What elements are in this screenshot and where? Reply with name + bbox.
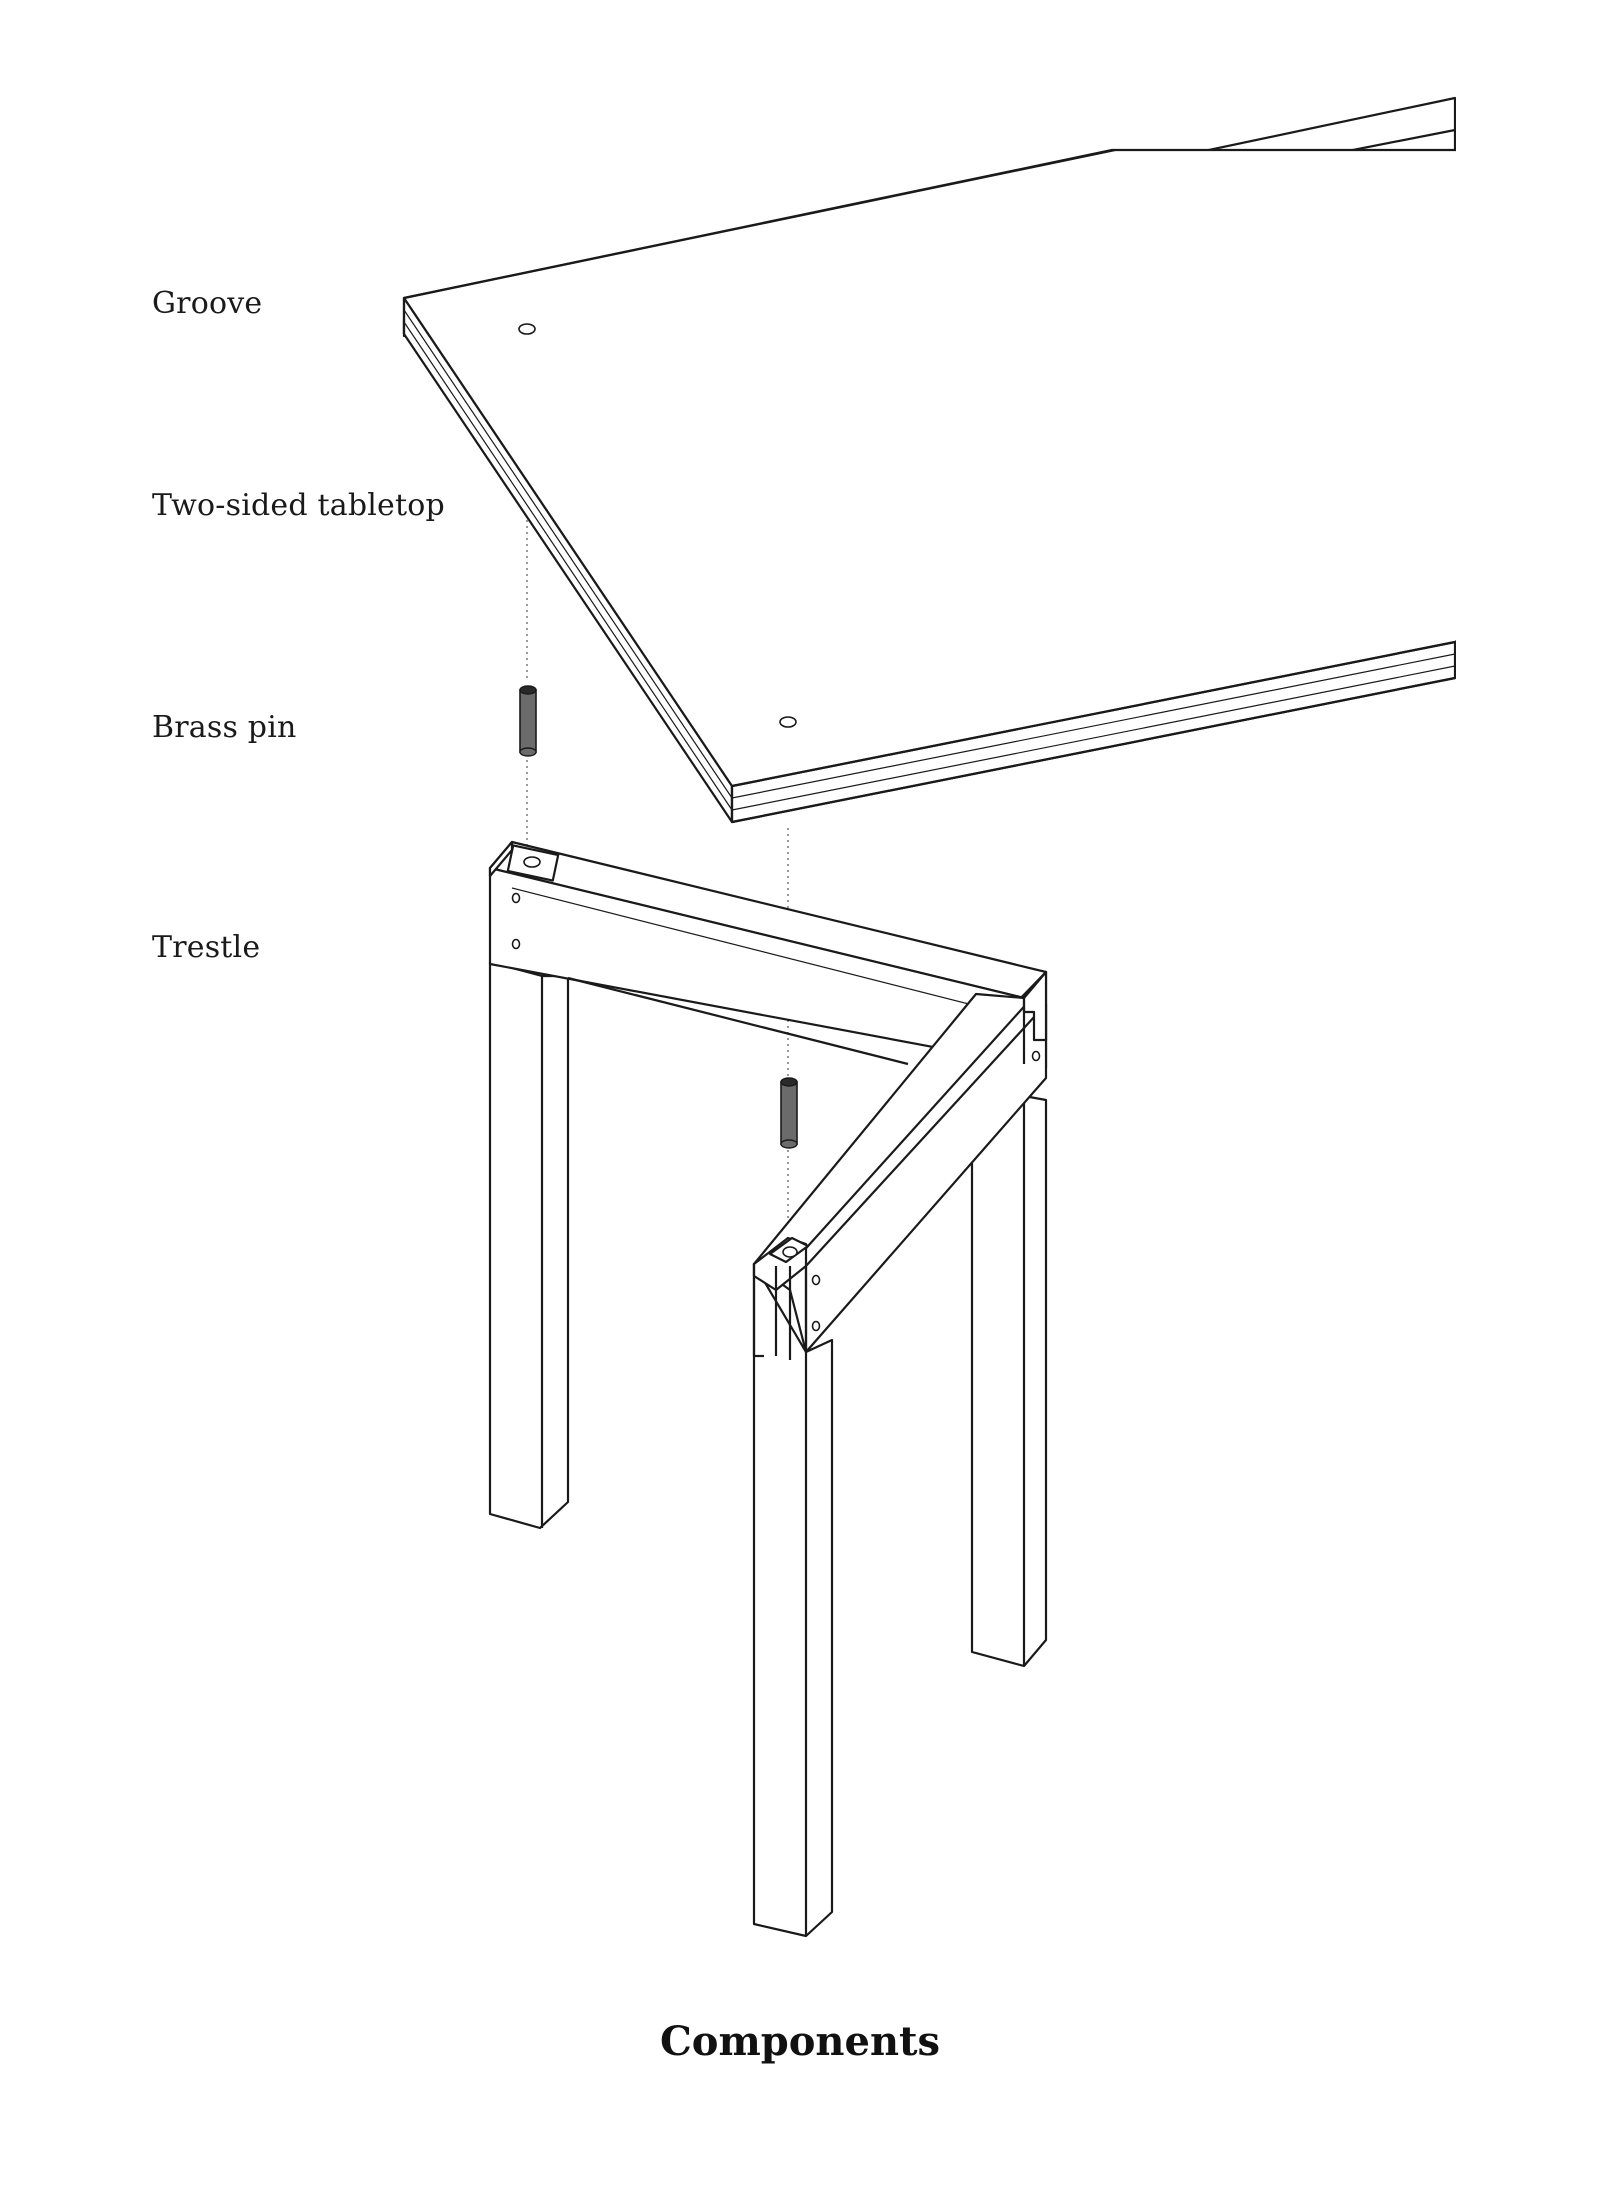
trestle-pin-hole-front	[783, 1247, 797, 1257]
label-brass-pin: Brass pin	[152, 710, 297, 745]
tabletop-pin-hole-left	[519, 324, 535, 334]
screw-dot-1	[513, 894, 520, 903]
trestle-leg-front	[754, 1264, 832, 1936]
screw-dot-5	[813, 1322, 820, 1331]
trestle-pin-hole-left	[524, 857, 540, 867]
trestle	[490, 842, 1046, 1936]
brass-pin-right	[781, 1078, 797, 1148]
screw-dot-2	[513, 940, 520, 949]
label-two-sided-tabletop: Two-sided tabletop	[152, 488, 445, 523]
screw-dot-3	[1033, 1052, 1040, 1061]
label-groove: Groove	[152, 286, 263, 321]
tabletop	[404, 90, 1600, 822]
trestle-leg-left	[490, 962, 568, 1528]
screw-dot-4	[813, 1276, 820, 1285]
tabletop-top-surface	[404, 150, 1600, 786]
label-trestle: Trestle	[152, 930, 261, 965]
trestle-leg-back-right	[972, 1096, 1046, 1666]
brass-pin-left	[520, 686, 536, 756]
figure-caption: Components	[659, 2018, 941, 2065]
tabletop-pin-hole-right	[780, 717, 796, 727]
